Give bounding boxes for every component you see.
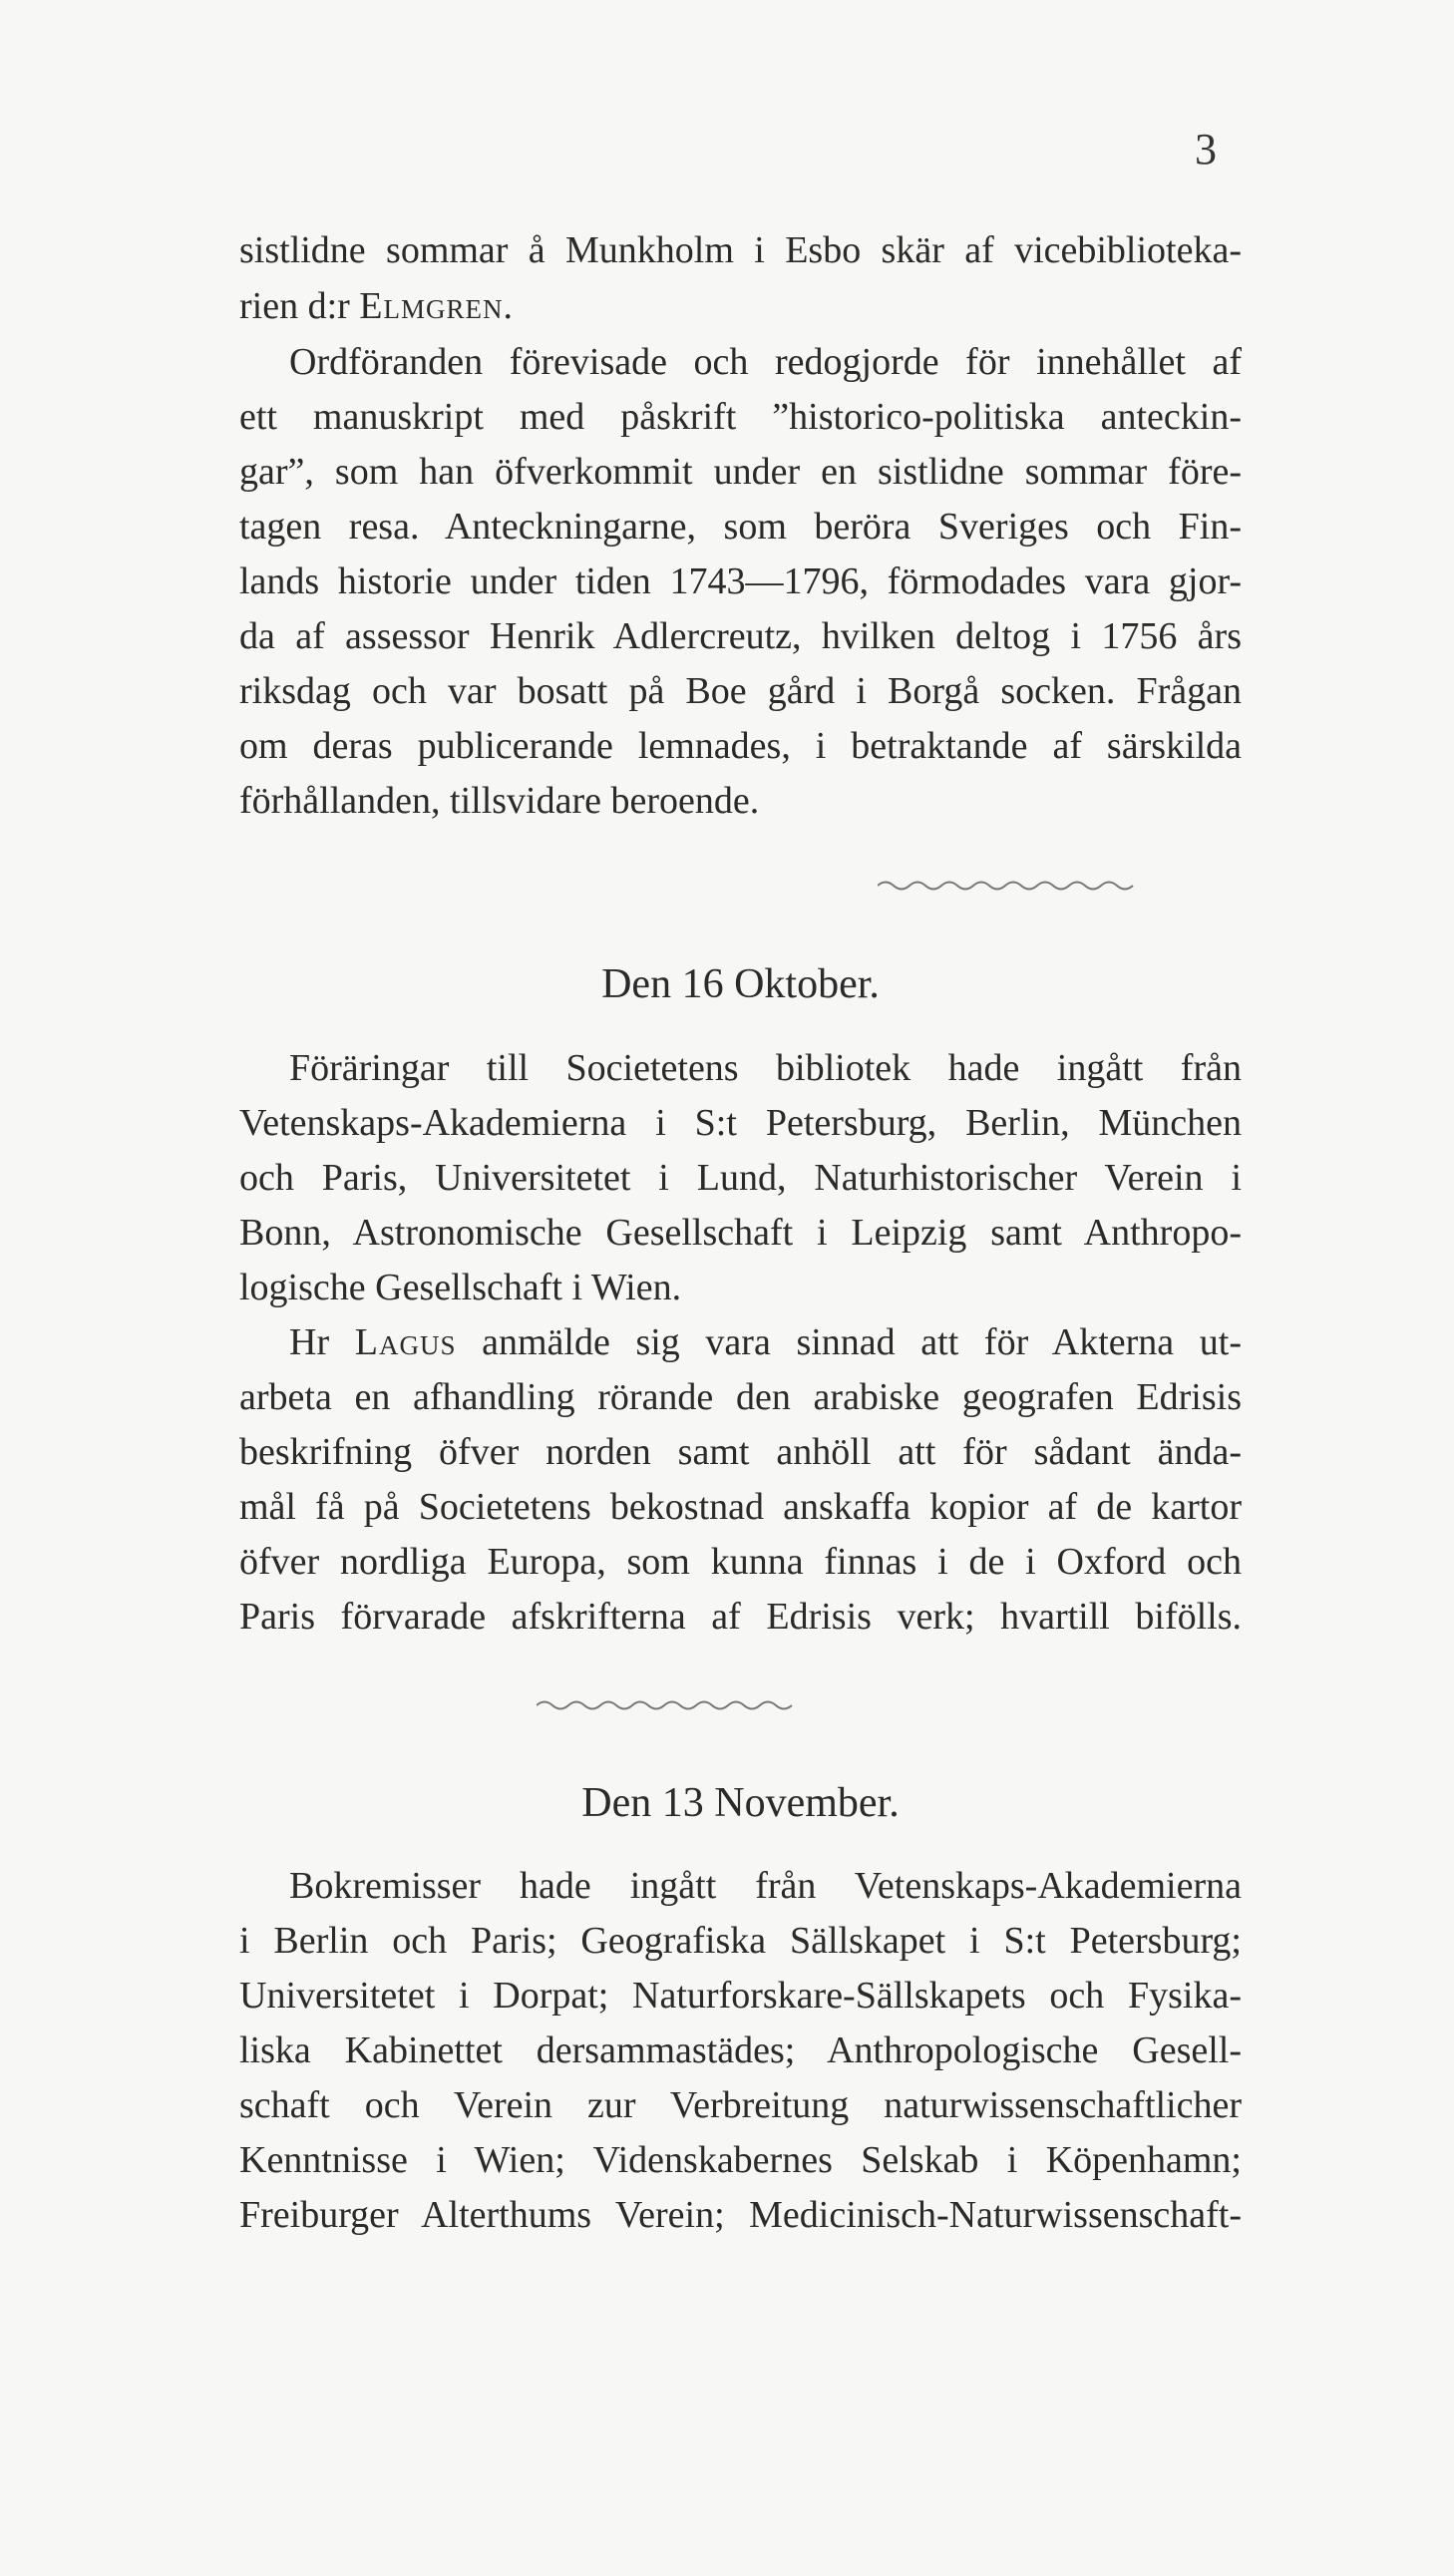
text-line: riksdag och var bosatt på Boe gård i Borgå socken. Frågan: [239, 670, 1242, 712]
text-line: Vetenskaps-Akademierna i S:t Petersburg, Berlin, München: [239, 1102, 1242, 1144]
text-line: Universitetet i Dorpat; Naturforskare-Sällskapets och Fysika-: [239, 1975, 1242, 2017]
text-line: sistlidne sommar å Munkholm i Esbo skär af vicebiblioteka-: [239, 229, 1242, 271]
text-line: da af assessor Henrik Adlercreutz, hvilken deltog i 1756 års: [239, 615, 1242, 657]
text-line: schaft och Verein zur Verbreitung naturwissenschaftlicher: [239, 2084, 1242, 2126]
text-line: liska Kabinettet dersammastädes; Anthropologische Gesell-: [239, 2029, 1242, 2071]
text-line: mål få på Societetens bekostnad anskaffa kopior af de kartor: [239, 1486, 1242, 1528]
text-line: Hr Lagus anmälde sig vara sinnad att för Akterna ut-: [289, 1321, 1242, 1363]
text-line: förhållanden, tillsvidare beroende.: [239, 780, 760, 822]
text-line: och Paris, Universitetet i Lund, Naturhistorischer Verein i: [239, 1157, 1242, 1199]
page-number: 3: [1195, 125, 1217, 174]
text-line: Kenntnisse i Wien; Videnskabernes Selskab i Köpenhamn;: [239, 2139, 1242, 2181]
wavy-divider: [537, 1698, 798, 1712]
text-line: ett manuskript med påskrift ”historico-politiska anteckin-: [239, 396, 1242, 438]
text-line: i Berlin och Paris; Geografiska Sällskapet i S:t Petersburg;: [239, 1920, 1242, 1962]
text-line: Ordföranden förevisade och redogjorde för innehållet af: [289, 341, 1242, 383]
text-line: rien d:r Elmgren.: [239, 285, 514, 327]
person-name: Lagus: [354, 1321, 457, 1363]
text-line: om deras publicerande lemnades, i betraktande af särskilda: [239, 725, 1242, 767]
section-heading: Den 16 Oktober.: [601, 961, 880, 1007]
text-line: Freiburger Alterthums Verein; Medicinisch-Naturwissenschaft-: [239, 2194, 1242, 2236]
text-line: Föräringar till Societetens bibliotek hade ingått från: [289, 1047, 1242, 1089]
text-line: öfver nordliga Europa, som kunna finnas i de i Oxford och: [239, 1541, 1242, 1583]
person-name: Elmgren: [359, 285, 504, 327]
text-line: arbeta en afhandling rörande den arabiske geografen Edrisis: [239, 1376, 1242, 1418]
section-heading: Den 13 November.: [581, 1780, 900, 1826]
text-line: logische Gesellschaft i Wien.: [239, 1267, 682, 1308]
text-line: beskrifning öfver norden samt anhöll att för sådant ända-: [239, 1431, 1242, 1473]
text-line: Bonn, Astronomische Gesellschaft i Leipzig samt Anthropo-: [239, 1212, 1242, 1254]
text-line: lands historie under tiden 1743—1796, förmodades vara gjor-: [239, 560, 1242, 602]
wavy-divider: [878, 879, 1139, 893]
text-line: Bokremisser hade ingått från Vetenskaps-Akademierna: [289, 1865, 1242, 1907]
text-line: tagen resa. Anteckningarne, som beröra Sveriges och Fin-: [239, 506, 1242, 548]
text-line: Paris förvarade afskrifterna af Edrisis verk; hvartill bifölls.: [239, 1596, 1242, 1638]
text-line: gar”, som han öfverkommit under en sistlidne sommar före-: [239, 451, 1242, 493]
